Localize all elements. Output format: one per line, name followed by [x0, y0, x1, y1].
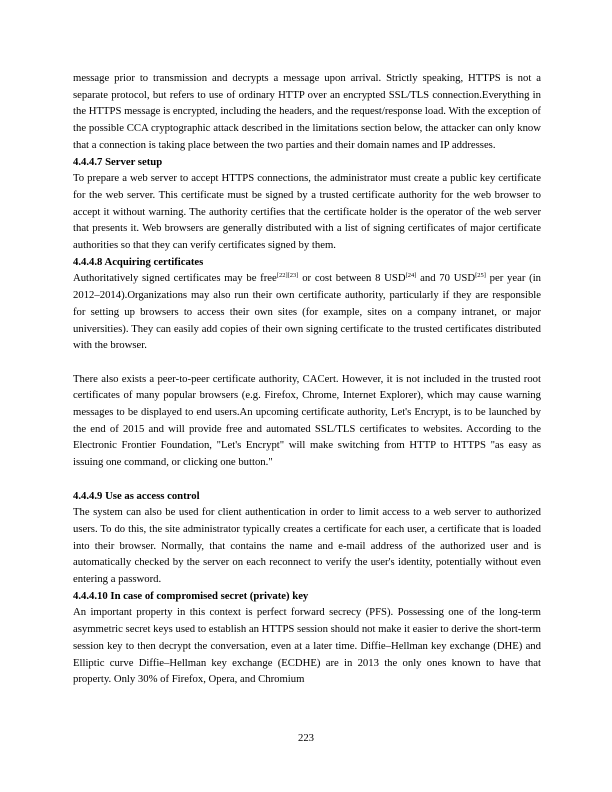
compromised-key-heading: 4.4.4.10 In case of compromised secret (private) key	[73, 589, 309, 602]
access-control-paragraph: The system can also be used for client authentication in order to limit access to a web server to authorized users. To do this, the site administrator typically creates a certificate for each user, a certificate that is loaded into their browser. Normally, that contains the name and e-mail address of the authorized user and is automatically checked by the server on each reconnect to verify the user's identity, potentially without even entering a password.	[73, 506, 541, 586]
text-run: Authoritatively signed certificates may be free	[73, 272, 277, 285]
reference-25[interactable]: [25]	[475, 272, 486, 280]
access-control-heading: 4.4.4.9 Use as access control	[73, 489, 200, 502]
text-run: or cost between 8 USD	[298, 272, 406, 285]
paragraph-gap	[73, 471, 541, 488]
intro-paragraph: message prior to transmission and decrypts a message upon arrival. Strictly speaking, HTTPS is not a separate protocol, but refers to use of ordinary HTTP over an encrypted SSL/TLS connection.Everything in the HTTPS message is encrypted, including the headers, and the request/response load. With the exception of the possible CCA cryptographic attack described in the limitations section below, the attacker can only know that a connection is taking place between the two parties and their domain names and IP addresses.	[73, 72, 541, 151]
page-body	[73, 70, 541, 688]
text-run: per year (in 2012–2014).Organizations may also run their own certificate authority, particularly if they are responsible for setting up browsers to access their own sites (for example, sites on a company intranet, or major universities). They can easily add copies of their own signing certificate to the trusted certificates distributed with the browser.	[73, 272, 542, 352]
acquiring-certificates-heading: 4.4.4.8 Acquiring certificates	[73, 255, 204, 268]
reference-22[interactable]: [22]	[276, 272, 288, 280]
acquiring-certificates-paragraph	[73, 270, 541, 354]
reference-24[interactable]: [24]	[405, 272, 417, 280]
text-run: and 70 USD	[416, 272, 476, 285]
server-setup-paragraph: To prepare a web server to accept HTTPS connections, the administrator must create a public key certificate for the web server. This certificate must be signed by a trusted certificate authority for the web browser to accept it without warning. The authority certifies that the certificate holder is the operator of the web server that presents it. Web browsers are generally distributed with a list of signing certificates of major certificate authorities so that they can verify certificates signed by them.	[73, 172, 541, 252]
compromised-key-paragraph: An important property in this context is perfect forward secrecy (PFS). Possessing one of the long-term asymmetric secret keys used to establish an HTTPS session should not make it easier to derive the short-term session key to then decrypt the conversation, even at a later time. Diffie–Hellman key exchange (DHE) and Elliptic curve Diffie–Hellman key exchange (ECDHE) are in 2013 the only ones known to have that property. Only 30% of Firefox, Opera, and Chromium	[73, 606, 541, 686]
peer-to-peer-paragraph: There also exists a peer-to-peer certificate authority, CACert. However, it is not included in the trusted root certificates of many popular browsers (e.g. Firefox, Chrome, Internet Explorer), which may cause warning messages to be displayed to end users.An upcoming certificate authority, Let's Encrypt, is to be launched by the end of 2015 and will provide free and automated SSL/TLS certificates to websites. According to the Electronic Frontier Foundation, "Let's Encrypt" will make switching from HTTP to HTTPS "as easy as issuing one command, or clicking one button."	[73, 372, 541, 469]
server-setup-heading: 4.4.4.7 Server setup	[73, 155, 163, 168]
page-number: 223	[297, 732, 315, 744]
reference-23[interactable]: [23]	[287, 272, 299, 280]
paragraph-gap	[73, 354, 541, 371]
